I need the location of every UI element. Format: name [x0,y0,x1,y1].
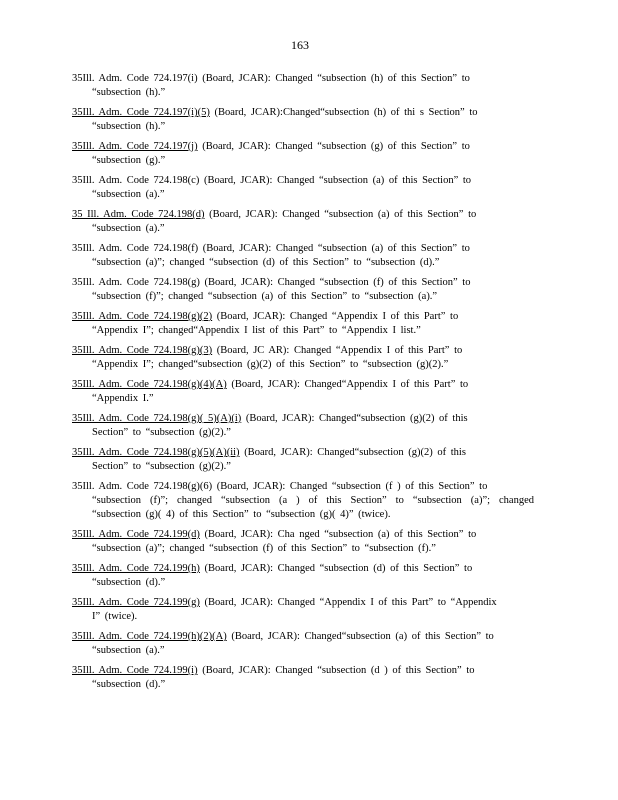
amendment-entry [72,378,534,406]
citation: 35Ill. Adm. Code 724.198(g)(5)(A)(ii) [72,447,240,458]
citation: 35Ill. Adm. Code 724.199(g) [72,597,200,608]
amendment-entry [72,106,534,134]
citation: 35Ill. Adm. Code 724.197(i) [72,73,198,84]
change-description: (Board, JCAR): Cha nged “subsection (a) of this Section” to [199,529,477,540]
citation: 35Ill. Adm. Code 724.198(g)(4)(A) [72,379,227,390]
amendment-entry [72,664,534,692]
change-continuation: “subsection (f)”; changed “subsection (a) of this Section” to “subsection (a).” [92,291,438,302]
amendment-entry [72,140,534,168]
citation: 35Ill. Adm. Code 724.198(g)( 5)(A)(i) [72,413,242,424]
change-description: (Board, JCAR): Changed “subsection (g) of this Section” to [197,141,470,152]
amendment-entry [72,446,534,474]
change-description: (Board, JCAR): Changed “Appendix I of this Part” to “Appendix [199,597,497,608]
citation: 35Ill. Adm. Code 724.198(g) [72,277,200,288]
amendment-entry [72,562,534,590]
citation: 35Ill. Adm. Code 724.198(c) [72,175,200,186]
change-continuation: Section” to “subsection (g)(2).” [92,461,231,472]
amendment-entry [72,208,534,236]
change-continuation: “subsection (d).” [92,679,166,690]
change-description: (Board, JCAR): Changed “subsection (d) of this Section” to [199,563,473,574]
amendment-entry [72,344,534,372]
citation: 35Ill. Adm. Code 724.198(g)(6) [72,481,213,492]
change-description: (Board, JCAR): Changed “subsection (f ) of this Section” to [212,481,488,492]
change-description: (Board, JCAR):Changed“subsection (h) of thi s Section” to [209,107,478,118]
page-number: 163 [291,38,309,52]
amendment-entry [72,630,534,658]
change-continuation: I” (twice). [92,611,138,622]
change-description: (Board, JC AR): Changed “Appendix I of this Part” to [212,345,463,356]
entries-list [72,72,534,698]
change-description: (Board, JCAR): Changed “subsection (d ) of this Section” to [197,665,475,676]
citation: 35 Ill. Adm. Code 724.198(d) [72,209,205,220]
amendment-entry [72,276,534,304]
citation: 35Ill. Adm. Code 724.199(i) [72,665,198,676]
change-continuation: “Appendix I.” [92,393,154,404]
citation: 35Ill. Adm. Code 724.199(d) [72,529,200,540]
change-description: (Board, JCAR): Changed“Appendix I of this Part” to [226,379,469,390]
citation: 35Ill. Adm. Code 724.198(g)(3) [72,345,213,356]
change-continuation: “subsection (a)”; changed “subsection (d) of this Section” to “subsection (d).” [92,257,440,268]
change-continuation: “subsection (f)”; changed “subsection (a ) of this Section” to “subsection (a)”; changed “subsection (g)( 4) of this Section” to “subsection (g)( 4)” (twice). [92,495,534,520]
citation: 35Ill. Adm. Code 724.197(i)(5) [72,107,210,118]
change-continuation: “subsection (a).” [92,223,165,234]
amendment-entry [72,412,534,440]
change-continuation: “subsection (d).” [92,577,166,588]
citation: 35Ill. Adm. Code 724.199(h)(2)(A) [72,631,227,642]
change-description: (Board, JCAR): Changed “Appendix I of this Part” to [212,311,459,322]
citation: 35Ill. Adm. Code 724.197(j) [72,141,198,152]
change-description: (Board, JCAR): Changed “subsection (a) of this Section” to [204,209,477,220]
change-continuation: “subsection (a).” [92,189,165,200]
change-description: (Board, JCAR): Changed“subsection (a) of this Section” to [226,631,494,642]
change-continuation: Section” to “subsection (g)(2).” [92,427,231,438]
amendment-entry [72,174,534,202]
change-continuation: “Appendix I”; changed“Appendix I list of this Part” to “Appendix I list.” [92,325,421,336]
change-continuation: “Appendix I”; changed“subsection (g)(2) of this Section” to “subsection (g)(2).” [92,359,449,370]
amendment-entry [72,72,534,100]
change-continuation: “subsection (g).” [92,155,166,166]
change-description: (Board, JCAR): Changed “subsection (f) of this Section” to [199,277,471,288]
change-continuation: “subsection (a)”; changed “subsection (f) of this Section” to “subsection (f).” [92,543,436,554]
change-description: (Board, JCAR): Changed“subsection (g)(2) of this [241,413,468,424]
change-description: (Board, JCAR): Changed“subsection (g)(2) of this [239,447,466,458]
amendment-entry [72,242,534,270]
change-continuation: “subsection (h).” [92,121,166,132]
amendment-entry [72,596,534,624]
change-description: (Board, JCAR): Changed “subsection (a) of this Section” to [199,175,472,186]
change-continuation: “subsection (h).” [92,87,166,98]
change-description: (Board, JCAR): Changed “subsection (a) of this Section” to [198,243,470,254]
change-continuation: “subsection (a).” [92,645,165,656]
citation: 35Ill. Adm. Code 724.198(f) [72,243,199,254]
change-description: (Board, JCAR): Changed “subsection (h) of this Section” to [197,73,470,84]
amendment-entry [72,480,534,522]
amendment-entry [72,528,534,556]
citation: 35Ill. Adm. Code 724.199(h) [72,563,200,574]
amendment-entry [72,310,534,338]
citation: 35Ill. Adm. Code 724.198(g)(2) [72,311,213,322]
